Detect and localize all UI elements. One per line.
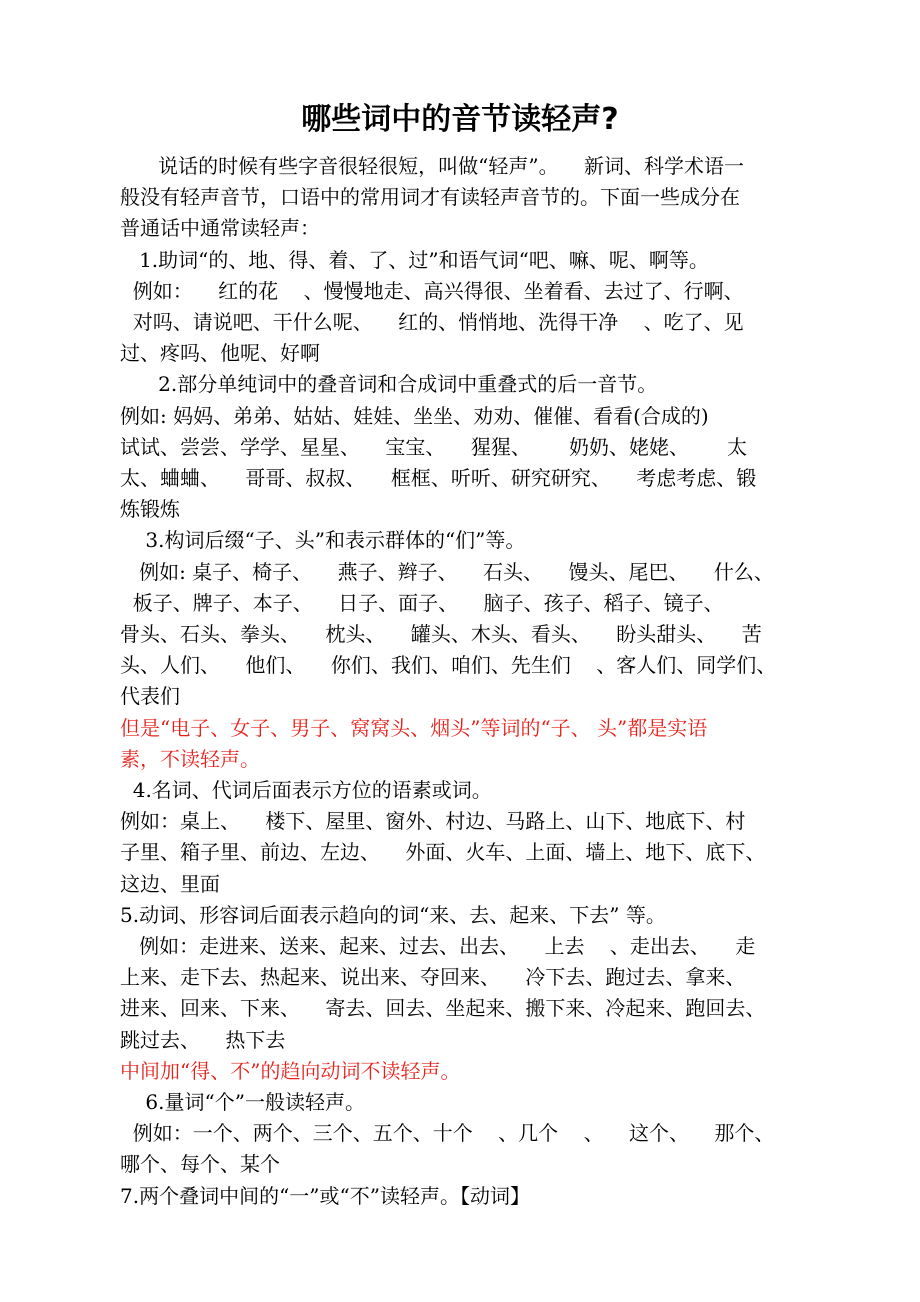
text-line: 板子、牌子、本子、 日子、面子、 脑子、孩子、稻子、镜子、 bbox=[120, 590, 724, 615]
text-line: 般没有轻声音节，口语中的常用词才有读轻声音节的。下面一些成分在 bbox=[120, 185, 740, 210]
text-line: 例如: 妈妈、弟弟、姑姑、娃娃、坐坐、劝劝、催催、看看(合成的) bbox=[120, 403, 709, 428]
text-line: 例如: 桌子、椅子、 燕子、辫子、 石头、 馒头、尾巴、 什么、 bbox=[120, 559, 774, 584]
text-line: 骨头、石头、拳头、 枕头、 罐头、木头、看头、 盼头甜头、 苦 bbox=[120, 622, 762, 646]
text-line: 头、人们、 他们、 你们、我们、咱们、先生们 、客人们、同学们、 bbox=[120, 653, 777, 678]
text-line: 3.构词后缀“子、头”和表示群体的“们”等。 bbox=[120, 528, 526, 553]
text-line: 例如：桌上、 楼下、屋里、窗外、村边、马路上、山下、地底下、村 bbox=[120, 809, 746, 834]
text-line: 7.两个叠词中间的“一”或“不”读轻声。【动词】 bbox=[120, 1183, 530, 1208]
text-line: 太、蛐蛐、 哥哥、叔叔、 框框、听听、研究研究、 考虑考虑、锻 bbox=[120, 466, 757, 490]
text-line: 炼锻炼 bbox=[120, 497, 180, 522]
text-line: 这边、里面 bbox=[120, 871, 220, 896]
text-line: 过、疼吗、他呢、好啊 bbox=[120, 341, 320, 366]
text-line: 普通话中通常读轻声： bbox=[120, 216, 320, 241]
note-line: 素，不读轻声。 bbox=[120, 746, 260, 771]
note-line: 但是“电子、女子、男子、窝窝头、烟头”等词的“子、 头”都是实语 bbox=[120, 715, 708, 740]
text-line: 6.量词“个”一般读轻声。 bbox=[120, 1090, 365, 1114]
text-line: 子里、箱子里、前边、左边、 外面、火车、上面、墙上、地下、底下、 bbox=[120, 840, 766, 865]
note-line: 中间加“得、不”的趋向动词不读轻声。 bbox=[120, 1058, 461, 1083]
text-line: 哪个、每个、某个 bbox=[120, 1152, 280, 1177]
text-line: 例如：一个、两个、三个、五个、十个 、几个 、 这个、 那个、 bbox=[120, 1121, 775, 1146]
text-line: 代表们 bbox=[120, 684, 180, 709]
text-line: 进来、回来、下来、 寄去、回去、坐起来、搬下来、冷起来、跑回去、 bbox=[120, 996, 766, 1021]
text-line: 说话的时候有些字音很轻很短，叫做“轻声”。 新词、科学术语一 bbox=[120, 154, 745, 178]
text-line: 1.助词“的、地、得、着、了、过”和语气词“吧、嘛、呢、啊等。 bbox=[120, 247, 709, 272]
text-line: 4.名词、代词后面表示方位的语素或词。 bbox=[120, 778, 492, 802]
text-line: 例如：走进来、送来、起来、过去、出去、 上去 、走出去、 走 bbox=[120, 934, 756, 958]
text-line: 例如： 红的花 、慢慢地走、高兴得很、坐着看、去过了、行啊、 bbox=[120, 278, 744, 303]
text-line: 2.部分单纯词中的叠音词和合成词中重叠式的后一音节。 bbox=[120, 372, 658, 397]
text-line: 上来、走下去、热起来、说出来、夺回来、 冷下去、跑过去、拿来、 bbox=[120, 965, 746, 990]
text-line: 跳过去、 热下去 bbox=[120, 1027, 286, 1052]
text-line: 5.动词、形容词后面表示趋向的词“来、去、起来、下去” 等。 bbox=[120, 902, 666, 927]
text-line: 试试、尝尝、学学、星星、 宝宝、 猩猩、 奶奶、姥姥、 太 bbox=[120, 434, 748, 459]
page-title: 哪些词中的音节读轻声? bbox=[301, 102, 619, 137]
text-line: 对吗、请说吧、干什么呢、 红的、悄悄地、洗得干净 、吃了、见 bbox=[120, 310, 744, 334]
